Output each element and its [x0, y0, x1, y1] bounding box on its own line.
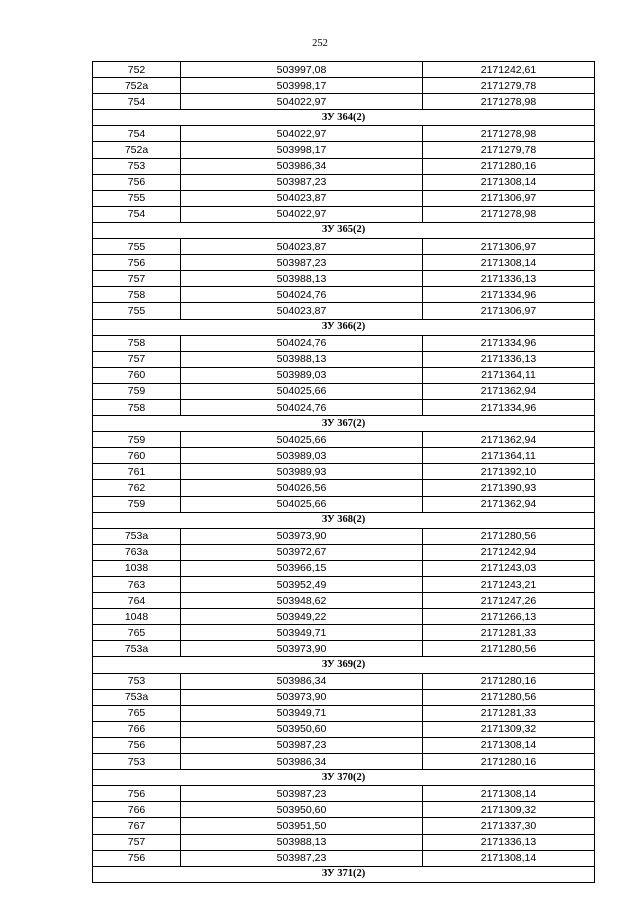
- y-coordinate-cell: 2171281,33: [423, 705, 595, 721]
- x-coordinate-cell: 503987,23: [181, 255, 423, 271]
- y-coordinate-cell: 2171242,94: [423, 544, 595, 560]
- x-coordinate-cell: 504023,87: [181, 239, 423, 255]
- x-coordinate-cell: 503997,08: [181, 62, 423, 78]
- x-coordinate-cell: 503952,49: [181, 577, 423, 593]
- y-coordinate-cell: 2171266,13: [423, 609, 595, 625]
- section-header-row: [93, 770, 595, 786]
- x-coordinate-cell: 504024,76: [181, 399, 423, 415]
- y-coordinate-cell: 2171334,96: [423, 335, 595, 351]
- x-coordinate-cell: 504022,97: [181, 94, 423, 110]
- y-coordinate-cell: 2171280,56: [423, 528, 595, 544]
- x-coordinate-cell: 503972,67: [181, 544, 423, 560]
- coordinates-table-body: [93, 62, 595, 883]
- section-header-row: [93, 657, 595, 673]
- x-coordinate-cell: 503950,60: [181, 721, 423, 737]
- point-number-cell: 758: [93, 287, 181, 303]
- point-number-cell: 756: [93, 255, 181, 271]
- table-row: [93, 818, 595, 834]
- point-number-cell: 753a: [93, 641, 181, 657]
- point-number-cell: 760: [93, 448, 181, 464]
- point-number-cell: 753a: [93, 689, 181, 705]
- section-header-row: [93, 319, 595, 335]
- point-number-cell: 765: [93, 705, 181, 721]
- coordinates-table: [92, 61, 595, 883]
- y-coordinate-cell: 2171280,56: [423, 641, 595, 657]
- table-row: [93, 593, 595, 609]
- point-number-cell: 1038: [93, 560, 181, 576]
- x-coordinate-cell: 503988,13: [181, 271, 423, 287]
- table-row: [93, 721, 595, 737]
- table-row: [93, 158, 595, 174]
- point-number-cell: 763a: [93, 544, 181, 560]
- table-row: [93, 78, 595, 94]
- point-number-cell: 755: [93, 190, 181, 206]
- table-row: [93, 834, 595, 850]
- point-number-cell: 762: [93, 480, 181, 496]
- point-number-cell: 1048: [93, 609, 181, 625]
- point-number-cell: 753a: [93, 528, 181, 544]
- x-coordinate-cell: 503989,93: [181, 464, 423, 480]
- table-row: [93, 239, 595, 255]
- table-row: [93, 737, 595, 753]
- x-coordinate-cell: 503987,23: [181, 850, 423, 866]
- y-coordinate-cell: 2171337,30: [423, 818, 595, 834]
- point-number-cell: 755: [93, 239, 181, 255]
- table-row: [93, 609, 595, 625]
- table-row: [93, 480, 595, 496]
- point-number-cell: 754: [93, 126, 181, 142]
- table-row: [93, 303, 595, 319]
- x-coordinate-cell: 503989,03: [181, 367, 423, 383]
- point-number-cell: 752a: [93, 78, 181, 94]
- y-coordinate-cell: 2171362,94: [423, 432, 595, 448]
- point-number-cell: 759: [93, 432, 181, 448]
- y-coordinate-cell: 2171308,14: [423, 786, 595, 802]
- y-coordinate-cell: 2171308,14: [423, 850, 595, 866]
- y-coordinate-cell: 2171362,94: [423, 496, 595, 512]
- x-coordinate-cell: 503973,90: [181, 689, 423, 705]
- x-coordinate-cell: 503949,71: [181, 705, 423, 721]
- table-row: [93, 689, 595, 705]
- point-number-cell: 757: [93, 351, 181, 367]
- parcel-header: ЗУ 368(2): [93, 512, 595, 528]
- parcel-header: ЗУ 369(2): [93, 657, 595, 673]
- point-number-cell: 766: [93, 802, 181, 818]
- x-coordinate-cell: 504025,66: [181, 496, 423, 512]
- x-coordinate-cell: 504025,66: [181, 383, 423, 399]
- point-number-cell: 759: [93, 383, 181, 399]
- point-number-cell: 756: [93, 174, 181, 190]
- x-coordinate-cell: 504025,66: [181, 432, 423, 448]
- table-row: [93, 432, 595, 448]
- section-header-row: [93, 416, 595, 432]
- table-row: [93, 206, 595, 222]
- y-coordinate-cell: 2171278,98: [423, 126, 595, 142]
- table-row: [93, 271, 595, 287]
- table-row: [93, 673, 595, 689]
- x-coordinate-cell: 503949,71: [181, 625, 423, 641]
- x-coordinate-cell: 503948,62: [181, 593, 423, 609]
- point-number-cell: 752a: [93, 142, 181, 158]
- section-header-row: [93, 512, 595, 528]
- table-row: [93, 577, 595, 593]
- x-coordinate-cell: 503966,15: [181, 560, 423, 576]
- point-number-cell: 761: [93, 464, 181, 480]
- y-coordinate-cell: 2171334,96: [423, 399, 595, 415]
- point-number-cell: 756: [93, 850, 181, 866]
- table-row: [93, 190, 595, 206]
- x-coordinate-cell: 503986,34: [181, 673, 423, 689]
- x-coordinate-cell: 503987,23: [181, 786, 423, 802]
- table-row: [93, 496, 595, 512]
- y-coordinate-cell: 2171278,98: [423, 206, 595, 222]
- y-coordinate-cell: 2171243,21: [423, 577, 595, 593]
- y-coordinate-cell: 2171308,14: [423, 255, 595, 271]
- point-number-cell: 754: [93, 206, 181, 222]
- y-coordinate-cell: 2171390,93: [423, 480, 595, 496]
- table-row: [93, 287, 595, 303]
- parcel-header: ЗУ 365(2): [93, 222, 595, 238]
- parcel-header: ЗУ 364(2): [93, 110, 595, 126]
- table-row: [93, 641, 595, 657]
- y-coordinate-cell: 2171336,13: [423, 834, 595, 850]
- x-coordinate-cell: 503986,34: [181, 754, 423, 770]
- x-coordinate-cell: 504023,87: [181, 303, 423, 319]
- y-coordinate-cell: 2171281,33: [423, 625, 595, 641]
- y-coordinate-cell: 2171308,14: [423, 737, 595, 753]
- table-row: [93, 560, 595, 576]
- x-coordinate-cell: 504022,97: [181, 206, 423, 222]
- table-row: [93, 786, 595, 802]
- point-number-cell: 756: [93, 737, 181, 753]
- table-row: [93, 754, 595, 770]
- x-coordinate-cell: 504022,97: [181, 126, 423, 142]
- table-row: [93, 399, 595, 415]
- y-coordinate-cell: 2171364,11: [423, 367, 595, 383]
- point-number-cell: 767: [93, 818, 181, 834]
- table-row: [93, 367, 595, 383]
- x-coordinate-cell: 503973,90: [181, 528, 423, 544]
- y-coordinate-cell: 2171306,97: [423, 190, 595, 206]
- point-number-cell: 754: [93, 94, 181, 110]
- y-coordinate-cell: 2171279,78: [423, 78, 595, 94]
- x-coordinate-cell: 503998,17: [181, 142, 423, 158]
- point-number-cell: 753: [93, 754, 181, 770]
- y-coordinate-cell: 2171309,32: [423, 721, 595, 737]
- point-number-cell: 753: [93, 673, 181, 689]
- y-coordinate-cell: 2171279,78: [423, 142, 595, 158]
- table-row: [93, 464, 595, 480]
- x-coordinate-cell: 504024,76: [181, 287, 423, 303]
- table-row: [93, 335, 595, 351]
- x-coordinate-cell: 503998,17: [181, 78, 423, 94]
- point-number-cell: 755: [93, 303, 181, 319]
- table-row: [93, 850, 595, 866]
- y-coordinate-cell: 2171242,61: [423, 62, 595, 78]
- table-row: [93, 255, 595, 271]
- x-coordinate-cell: 504026,56: [181, 480, 423, 496]
- parcel-header: ЗУ 366(2): [93, 319, 595, 335]
- point-number-cell: 758: [93, 335, 181, 351]
- point-number-cell: 758: [93, 399, 181, 415]
- table-row: [93, 126, 595, 142]
- table-row: [93, 705, 595, 721]
- x-coordinate-cell: 503987,23: [181, 737, 423, 753]
- y-coordinate-cell: 2171306,97: [423, 303, 595, 319]
- point-number-cell: 765: [93, 625, 181, 641]
- point-number-cell: 760: [93, 367, 181, 383]
- x-coordinate-cell: 503973,90: [181, 641, 423, 657]
- y-coordinate-cell: 2171280,16: [423, 754, 595, 770]
- y-coordinate-cell: 2171362,94: [423, 383, 595, 399]
- x-coordinate-cell: 503949,22: [181, 609, 423, 625]
- table-row: [93, 94, 595, 110]
- point-number-cell: 759: [93, 496, 181, 512]
- y-coordinate-cell: 2171247,26: [423, 593, 595, 609]
- y-coordinate-cell: 2171280,16: [423, 673, 595, 689]
- y-coordinate-cell: 2171364,11: [423, 448, 595, 464]
- y-coordinate-cell: 2171308,14: [423, 174, 595, 190]
- parcel-header: ЗУ 370(2): [93, 770, 595, 786]
- y-coordinate-cell: 2171278,98: [423, 94, 595, 110]
- x-coordinate-cell: 504023,87: [181, 190, 423, 206]
- point-number-cell: 757: [93, 834, 181, 850]
- table-row: [93, 544, 595, 560]
- x-coordinate-cell: 503951,50: [181, 818, 423, 834]
- y-coordinate-cell: 2171336,13: [423, 351, 595, 367]
- point-number-cell: 763: [93, 577, 181, 593]
- table-row: [93, 625, 595, 641]
- y-coordinate-cell: 2171334,96: [423, 287, 595, 303]
- table-row: [93, 142, 595, 158]
- section-header-row: [93, 222, 595, 238]
- x-coordinate-cell: 503989,03: [181, 448, 423, 464]
- point-number-cell: 752: [93, 62, 181, 78]
- page-number: 252: [312, 38, 328, 49]
- x-coordinate-cell: 503986,34: [181, 158, 423, 174]
- x-coordinate-cell: 503987,23: [181, 174, 423, 190]
- table-row: [93, 174, 595, 190]
- y-coordinate-cell: 2171309,32: [423, 802, 595, 818]
- x-coordinate-cell: 503988,13: [181, 834, 423, 850]
- parcel-header: ЗУ 371(2): [93, 866, 595, 882]
- x-coordinate-cell: 503950,60: [181, 802, 423, 818]
- y-coordinate-cell: 2171280,56: [423, 689, 595, 705]
- point-number-cell: 764: [93, 593, 181, 609]
- y-coordinate-cell: 2171243,03: [423, 560, 595, 576]
- table-row: [93, 528, 595, 544]
- table-row: [93, 383, 595, 399]
- y-coordinate-cell: 2171336,13: [423, 271, 595, 287]
- x-coordinate-cell: 504024,76: [181, 335, 423, 351]
- y-coordinate-cell: 2171392,10: [423, 464, 595, 480]
- point-number-cell: 766: [93, 721, 181, 737]
- table-row: [93, 351, 595, 367]
- x-coordinate-cell: 503988,13: [181, 351, 423, 367]
- parcel-header: ЗУ 367(2): [93, 416, 595, 432]
- point-number-cell: 757: [93, 271, 181, 287]
- y-coordinate-cell: 2171306,97: [423, 239, 595, 255]
- table-row: [93, 448, 595, 464]
- table-row: [93, 62, 595, 78]
- point-number-cell: 756: [93, 786, 181, 802]
- y-coordinate-cell: 2171280,16: [423, 158, 595, 174]
- section-header-row: [93, 110, 595, 126]
- table-row: [93, 802, 595, 818]
- section-header-row: [93, 866, 595, 882]
- point-number-cell: 753: [93, 158, 181, 174]
